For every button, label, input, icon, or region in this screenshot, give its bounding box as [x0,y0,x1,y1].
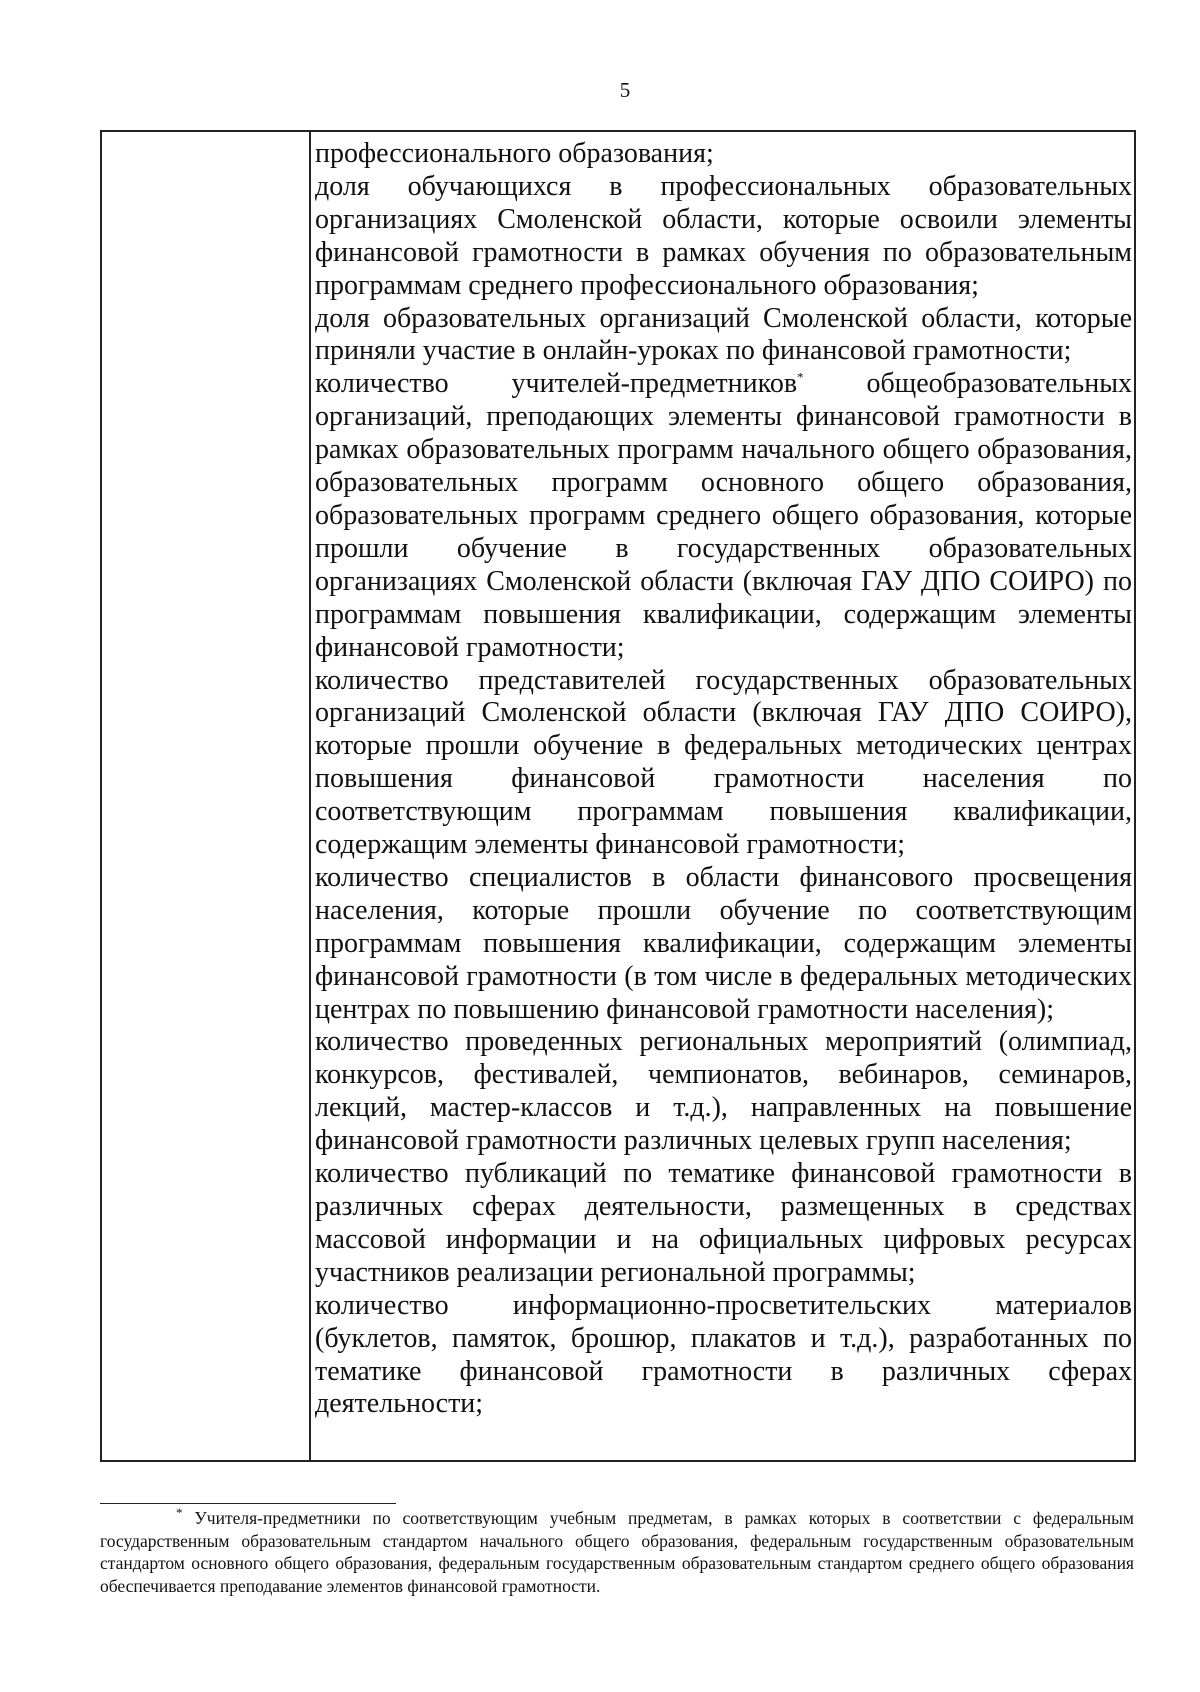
indicator-item: доля образовательных организаций Смоленской области, которые приняли участие в онлайн-уроках по финансовой грамотности; [315,302,1132,367]
indicator-item: количество представителей государственных образовательных организаций Смоленской области (включая ГАУ ДПО СОИРО), которые прошли обучение в федеральных методических центрах повышения финансовой грамотности населения по соответствующим программам повышения квалификации, содержащим элементы финансовой грамотности; [315,664,1132,861]
indicator-item: доля обучающихся в профессиональных образовательных организациях Смоленской области, которые освоили элементы финансовой грамотности в рамках обучения по образовательным программам среднего профессионального образования; [315,170,1132,301]
indicator-item: количество публикаций по тематике финансовой грамотности в различных сферах деятельности, размещенных в средствах массовой информации и на официальных цифровых ресурсах участников реализации региональной программы; [315,1158,1132,1288]
footnote-reference: * [797,370,804,386]
indicator-item: профессионального образования; [315,138,714,169]
indicator-text-end: общеобразовательных организаций, преподающих элементы финансовой грамотности в рамках образовательных программ начального общего образования, образовательных программ основного общего образования, образовательных программ среднего общего образования, которые прошли обучение в государственных образовательных организациях Смоленской области (включая ГАУ ДПО СОИРО) по программам повышения квалификации, содержащим элементы финансовой грамотности; [315,368,1132,663]
indicator-item: количество проведенных региональных мероприятий (олимпиад, конкурсов, фестивалей, чемпионатов, вебинаров, семинаров, лекций, мастер-классов и т.д.), направленных на повышение финансовой грамотности различных целевых групп населения; [315,1026,1132,1157]
footnote [100,1507,1134,1597]
indicator-item: количество информационно-просветительских материалов (буклетов, памяток, брошюр, плакатов и т.д.), разработанных по тематике финансовой грамотности в различных сферах деятельности; [315,1289,1132,1420]
indicator-text-start: количество учителей-предметников [315,368,798,400]
page-number: 5 [619,78,631,102]
table-left-cell [102,132,311,1460]
indicator-item-with-footnote [315,368,1134,664]
indicators-table [100,130,1136,1462]
indicator-item: количество специалистов в области финансового просвещения населения, которые прошли обучение по соответствующим программам повышения квалификации, содержащим элементы финансовой грамотности (в том числе в федеральных методических центрах по повышению финансовой грамотности населения); [315,861,1132,1025]
footnote-text: Учителя-предметники по соответствующим учебным предметам, в рамках которых в соответствии с федеральным государственным образовательным стандартом начального общего образования, федеральным государственным образовательным стандартом основного общего образования, федеральным государственным образовательным стандартом среднего общего образования обеспечивается преподавание элементов финансовой грамотности. [100,1508,1134,1596]
table-right-cell [311,132,1134,1460]
footnote-mark: * [176,1505,183,1521]
footnote-separator [100,1503,396,1504]
